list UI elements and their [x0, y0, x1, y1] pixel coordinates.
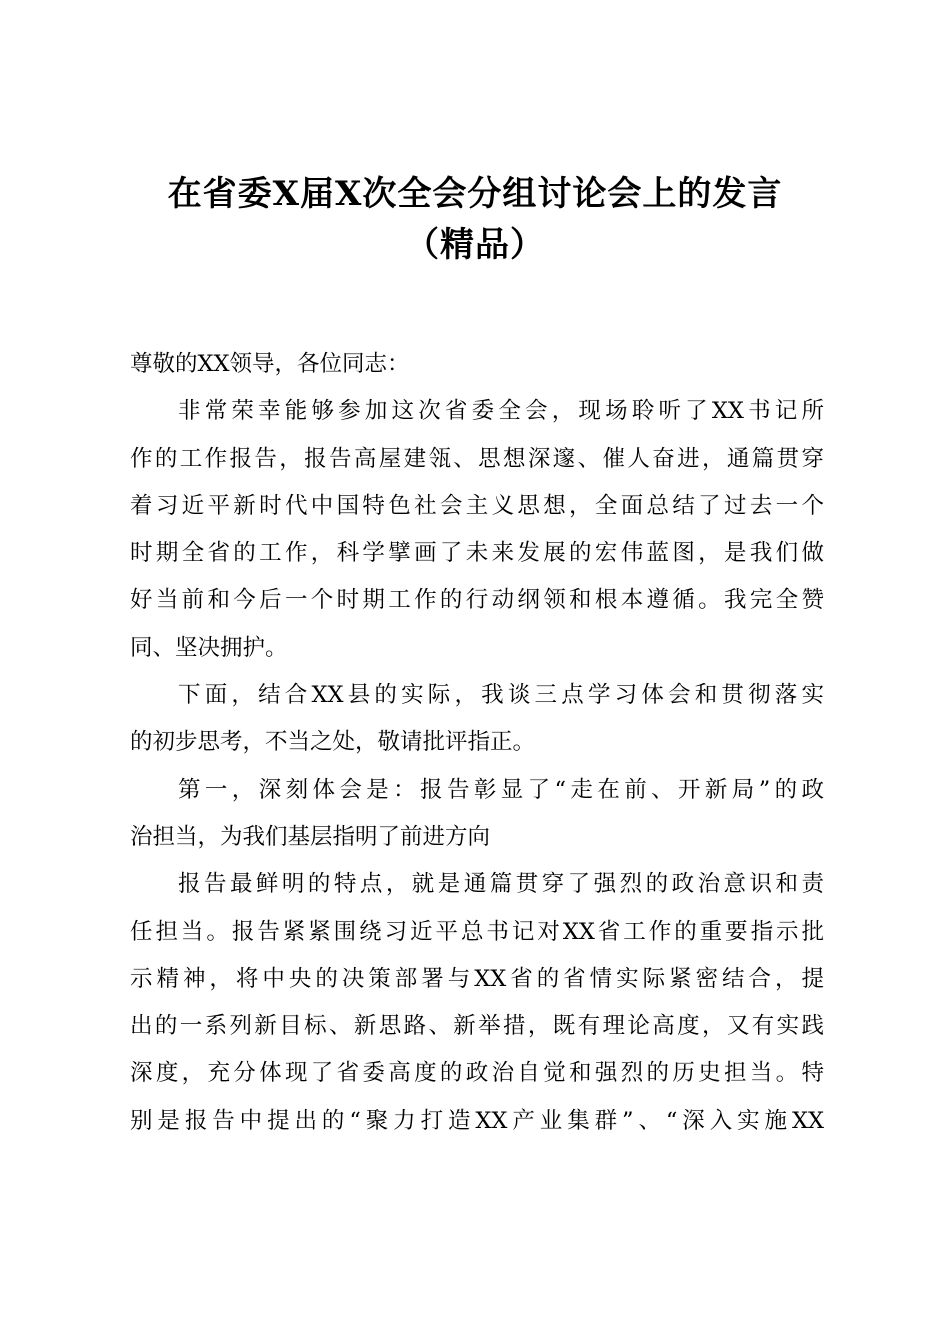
- body-text-line: 第一，深刻体会是：报告彰显了“走在前、开新局”的政: [178, 776, 824, 803]
- body-text-line: 下面，结合XX县的实际，我谈三点学习体会和贯彻落实: [178, 682, 824, 709]
- document-body: [130, 344, 824, 1148]
- body-text-line: 作的工作报告，报告高屋建瓴、思想深邃、催人奋进，通篇贯穿: [130, 445, 824, 472]
- body-text-line: 别是报告中提出的“聚力打造XX产业集群”、“深入实施XX: [130, 1107, 824, 1134]
- body-text-line: 出的一系列新目标、新思路、新举措，既有理论高度，又有实践: [130, 1013, 824, 1040]
- body-text-line: 的初步思考，不当之处，敬请批评指正。: [130, 729, 536, 756]
- body-text-line: 着习近平新时代中国特色社会主义思想，全面总结了过去一个: [130, 492, 824, 519]
- body-text-line: 深度，充分体现了省委高度的政治自觉和强烈的历史担当。特: [130, 1060, 824, 1087]
- body-text-line: 报告最鲜明的特点，就是通篇贯穿了强烈的政治意识和责: [178, 871, 824, 898]
- body-text-line: 尊敬的XX领导，各位同志：: [130, 351, 410, 377]
- body-text-line: 示精神，将中央的决策部署与XX省的省情实际紧密结合，提: [130, 965, 824, 992]
- document-title: 在省委X届X次全会分组讨论会上的发言: [167, 174, 783, 214]
- body-text-line: 治担当，为我们基层指明了前进方向: [130, 823, 491, 850]
- document-title-suffix: （精品）: [405, 225, 545, 265]
- body-text-line: 好当前和今后一个时期工作的行动纲领和根本遵循。我完全赞: [130, 587, 824, 614]
- body-text-line: 任担当。报告紧紧围绕习近平总书记对XX省工作的重要指示批: [130, 918, 824, 945]
- body-text-line: 非常荣幸能够参加这次省委全会，现场聆听了XX书记所: [178, 398, 824, 425]
- body-text-line: 同、坚决拥护。: [130, 634, 288, 661]
- body-text-line: 时期全省的工作，科学擘画了未来发展的宏伟蓝图，是我们做: [130, 540, 824, 567]
